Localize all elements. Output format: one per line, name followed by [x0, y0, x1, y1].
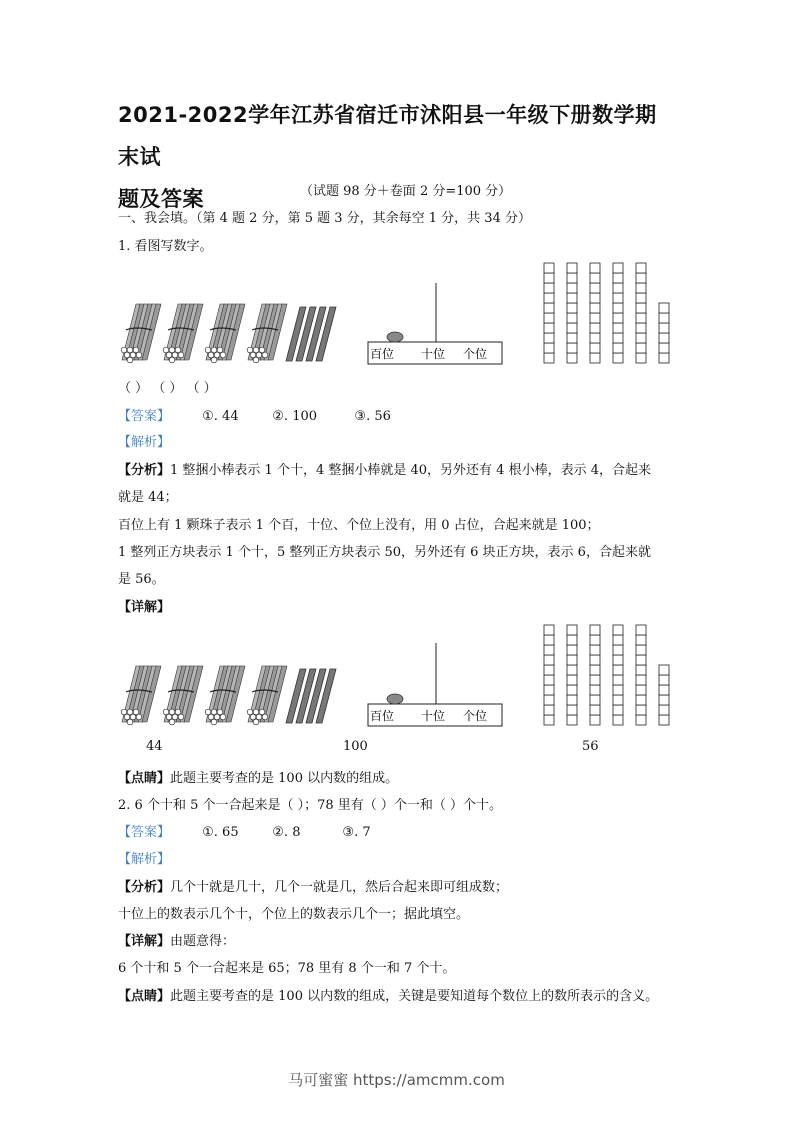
abacus-label-hundreds: 百位	[370, 347, 395, 361]
cube	[636, 635, 646, 645]
abacus	[368, 283, 502, 364]
stick-end	[169, 357, 175, 363]
q1-detail-figure	[118, 617, 678, 732]
xiangjie-label: 【详解】	[118, 934, 171, 949]
cube	[590, 675, 600, 685]
title-line-1: 2021-2022学年江苏省宿迁市沭阳县一年级下册数学期末试	[118, 103, 657, 169]
stick-end	[259, 709, 265, 715]
cube	[613, 705, 623, 715]
loose-sticks	[286, 669, 336, 723]
cube	[544, 685, 554, 695]
cube	[590, 353, 600, 363]
stick-end	[256, 352, 262, 358]
cube	[613, 645, 623, 655]
cube	[659, 333, 669, 343]
q2-xiangjie-2: 6 个十和 5 个一合起来是 65；78 里有 8 个一和 7 个十。	[118, 961, 456, 976]
q1-fenxi-1	[118, 459, 651, 478]
cube	[567, 705, 577, 715]
abacus-label-tens: 十位	[421, 709, 446, 723]
stick-end	[166, 352, 172, 358]
cube	[567, 625, 577, 635]
cube	[613, 313, 623, 323]
stick-end	[127, 347, 133, 353]
q1-fenxi-3: 1 整列正方块表示 1 个十，5 整列正方块表示 50，另外还有 6 块正方块，表示 6，合起来就	[118, 545, 651, 560]
cube	[613, 293, 623, 303]
cube	[590, 715, 600, 725]
answer-2: ②. 100	[272, 409, 318, 424]
cube	[544, 675, 554, 685]
stick-end	[259, 347, 265, 353]
cube	[636, 303, 646, 313]
cube	[659, 353, 669, 363]
cube	[636, 313, 646, 323]
cube	[567, 665, 577, 675]
cube	[567, 263, 577, 273]
cube	[613, 685, 623, 695]
q1-answer-row	[118, 405, 391, 424]
stick-end	[250, 352, 256, 358]
cube	[567, 333, 577, 343]
stick-end	[211, 719, 217, 725]
stick-end	[169, 709, 175, 715]
fenxi-label: 【分析】	[118, 880, 171, 895]
cube	[659, 323, 669, 333]
detail-value-3: 56	[582, 739, 599, 754]
cube	[636, 263, 646, 273]
fenxi-text: 1 整捆小棒表示 1 个十，4 整捆小棒就是 40，另外还有 4 根小棒，表示 4，合起来	[170, 463, 651, 478]
stick-bundle-1	[121, 304, 161, 363]
stick-end	[163, 709, 169, 715]
q1-fenxi-2: 百位上有 1 颗珠子表示 1 个百，十位、个位上没有，用 0 占位，合起来就是 100；	[118, 518, 600, 533]
cube	[613, 333, 623, 343]
stick-end	[136, 352, 142, 358]
stick-end	[247, 347, 253, 353]
stick-end	[172, 352, 178, 358]
cube	[659, 705, 669, 715]
abacus-label-hundreds: 百位	[370, 709, 395, 723]
cube	[613, 635, 623, 645]
abacus-label-ones: 个位	[463, 347, 488, 361]
cube	[590, 665, 600, 675]
cube	[567, 635, 577, 645]
q2-xiangjie	[118, 930, 235, 949]
cube	[544, 715, 554, 725]
cube	[567, 273, 577, 283]
score-note: （试题 98 分＋卷面 2 分=100 分）	[300, 184, 512, 199]
cube	[544, 313, 554, 323]
stick-end	[127, 357, 133, 363]
cube	[659, 715, 669, 725]
cube	[544, 625, 554, 635]
cube	[544, 635, 554, 645]
stick-bundle-4	[247, 666, 287, 725]
cube	[613, 343, 623, 353]
stick-bundle-1	[121, 666, 161, 725]
stick-end	[211, 709, 217, 715]
abacus	[368, 643, 502, 726]
cube	[636, 675, 646, 685]
cube	[544, 333, 554, 343]
cube	[590, 283, 600, 293]
stick-end	[250, 714, 256, 720]
cube	[590, 263, 600, 273]
cube	[590, 343, 600, 353]
cube	[659, 665, 669, 675]
stick-end	[127, 719, 133, 725]
cube	[590, 705, 600, 715]
cube	[636, 293, 646, 303]
document-title	[118, 94, 678, 220]
q2-stem: 2. 6 个十和 5 个一合起来是（ ）；78 里有（ ）个一和（ ）个十。	[118, 798, 503, 813]
cube	[636, 625, 646, 635]
footer-watermark: 马可蜜蜜 https://amcmm.com	[288, 1071, 505, 1089]
cube	[544, 303, 554, 313]
cube	[590, 293, 600, 303]
stick-end	[121, 347, 127, 353]
cube	[567, 645, 577, 655]
q1-fenxi-1b: 就是 44；	[118, 490, 178, 505]
stick-end	[205, 347, 211, 353]
cube	[613, 695, 623, 705]
stick-end	[124, 352, 130, 358]
stick-end	[208, 352, 214, 358]
cube	[544, 665, 554, 675]
cube	[613, 675, 623, 685]
cube	[590, 313, 600, 323]
stick-end	[175, 347, 181, 353]
answer-1: ①. 44	[202, 409, 239, 424]
q2-answer-row	[118, 821, 371, 840]
cube	[544, 645, 554, 655]
stick-end	[253, 347, 259, 353]
cube	[567, 675, 577, 685]
cube	[613, 263, 623, 273]
stick-end	[127, 709, 133, 715]
cube	[613, 303, 623, 313]
cube	[567, 303, 577, 313]
cube	[636, 343, 646, 353]
cube	[636, 283, 646, 293]
cube	[544, 293, 554, 303]
cube	[613, 655, 623, 665]
stick-end	[169, 347, 175, 353]
q1-dianjing	[118, 767, 398, 786]
q1-jiexi: 【解析】	[118, 435, 171, 450]
stick-end	[133, 347, 139, 353]
dianjing-text: 此题主要考查的是 100 以内数的组成。	[170, 771, 399, 786]
cube	[590, 645, 600, 655]
stick-end	[130, 352, 136, 358]
cube	[590, 635, 600, 645]
cube	[590, 685, 600, 695]
q2-dianjing	[118, 985, 658, 1004]
cube	[636, 645, 646, 655]
stick-bundles	[121, 304, 287, 363]
answer-3: ③. 56	[354, 409, 391, 424]
stick-bundles	[121, 666, 287, 725]
xiangjie-text: 由题意得：	[170, 934, 236, 949]
q1-blanks: （ ） （ ） （ ）	[118, 381, 217, 396]
cube	[636, 655, 646, 665]
cube	[636, 333, 646, 343]
cube	[590, 333, 600, 343]
cube	[590, 273, 600, 283]
cube	[544, 283, 554, 293]
stick-end	[247, 709, 253, 715]
stick-end	[133, 709, 139, 715]
cube	[567, 313, 577, 323]
cube	[544, 263, 554, 273]
cube	[567, 685, 577, 695]
stick-end	[253, 357, 259, 363]
q1-fenxi-3b: 是 56。	[118, 572, 165, 587]
stick-end	[172, 714, 178, 720]
stick-end	[253, 719, 259, 725]
cube	[636, 695, 646, 705]
cube	[636, 705, 646, 715]
loose-sticks	[286, 307, 336, 361]
fenxi-label: 【分析】	[118, 463, 171, 478]
dianjing-label: 【点睛】	[118, 989, 171, 1004]
stick-bundle-3	[205, 666, 245, 725]
cube	[636, 353, 646, 363]
stick-end	[262, 714, 268, 720]
stick-end	[214, 352, 220, 358]
q2-jiexi: 【解析】	[118, 852, 171, 867]
stick-end	[136, 714, 142, 720]
cube	[636, 323, 646, 333]
q2-fenxi-1	[118, 876, 508, 895]
stick-end	[205, 709, 211, 715]
cube	[659, 695, 669, 705]
cube-columns	[544, 263, 669, 363]
stick-end	[175, 709, 181, 715]
stick-end	[220, 714, 226, 720]
q1-figure	[118, 255, 678, 370]
cube	[544, 655, 554, 665]
cube	[567, 323, 577, 333]
cube	[636, 685, 646, 695]
cube-columns	[544, 625, 669, 725]
cube	[567, 283, 577, 293]
cube	[590, 323, 600, 333]
abacus-bead	[387, 332, 403, 342]
stick-end	[163, 347, 169, 353]
cube	[567, 655, 577, 665]
stick-bundle-2	[163, 666, 203, 725]
stick-bundle-3	[205, 304, 245, 363]
answer-2: ②. 8	[272, 825, 301, 840]
stick-end	[256, 714, 262, 720]
cube	[659, 313, 669, 323]
section-heading: 一、我会填。（第 4 题 2 分，第 5 题 3 分，其余每空 1 分，共 34 分）	[118, 211, 531, 226]
cube	[544, 695, 554, 705]
detail-value-2: 100	[343, 739, 368, 754]
cube	[567, 343, 577, 353]
stick-end	[178, 714, 184, 720]
cube	[613, 625, 623, 635]
cube	[659, 675, 669, 685]
stick-end	[217, 709, 223, 715]
stick-end	[166, 714, 172, 720]
stick-bundle-2	[163, 304, 203, 363]
cube	[636, 273, 646, 283]
cube	[636, 715, 646, 725]
cube	[613, 353, 623, 363]
answer-3: ③. 7	[342, 825, 371, 840]
cube	[613, 715, 623, 725]
cube	[590, 625, 600, 635]
cube	[544, 323, 554, 333]
cube	[659, 343, 669, 353]
stick-end	[169, 719, 175, 725]
q2-fenxi-2: 十位上的数表示几个十，个位上的数表示几个一；据此填空。	[118, 907, 470, 922]
cube	[613, 323, 623, 333]
stick-bundle-4	[247, 304, 287, 363]
cube	[613, 273, 623, 283]
cube	[567, 293, 577, 303]
dianjing-label: 【点睛】	[118, 771, 171, 786]
fenxi-text: 几个十就是几十，几个一就是几，然后合起来即可组成数；	[170, 880, 509, 895]
cube	[544, 705, 554, 715]
answer-1: ①. 65	[202, 825, 239, 840]
cube	[567, 715, 577, 725]
stick-end	[130, 714, 136, 720]
stick-end	[262, 352, 268, 358]
cube	[613, 283, 623, 293]
stick-end	[124, 714, 130, 720]
stick-end	[208, 714, 214, 720]
cube	[567, 353, 577, 363]
title-line-2: 题及答案	[118, 187, 204, 211]
cube	[636, 665, 646, 675]
cube	[613, 665, 623, 675]
answer-label: 【答案】	[118, 409, 171, 424]
abacus-label-ones: 个位	[463, 709, 488, 723]
q1-stem: 1. 看图写数字。	[118, 239, 213, 254]
answer-label: 【答案】	[118, 825, 171, 840]
stick-end	[214, 714, 220, 720]
stick-end	[253, 709, 259, 715]
stick-end	[211, 357, 217, 363]
cube	[659, 685, 669, 695]
stick-end	[178, 352, 184, 358]
cube	[567, 695, 577, 705]
cube	[590, 695, 600, 705]
abacus-bead	[387, 694, 403, 704]
cube	[590, 655, 600, 665]
stick-end	[211, 347, 217, 353]
stick-end	[217, 347, 223, 353]
q1-xiangjie: 【详解】	[118, 600, 171, 615]
detail-value-1: 44	[146, 739, 163, 754]
cube	[544, 273, 554, 283]
stick-end	[121, 709, 127, 715]
stick-end	[220, 352, 226, 358]
cube	[659, 303, 669, 313]
cube	[544, 353, 554, 363]
dianjing-text: 此题主要考查的是 100 以内数的组成，关键是要知道每个数位上的数所表示的含义。	[170, 989, 659, 1004]
abacus-label-tens: 十位	[421, 347, 446, 361]
cube	[590, 303, 600, 313]
cube	[544, 343, 554, 353]
